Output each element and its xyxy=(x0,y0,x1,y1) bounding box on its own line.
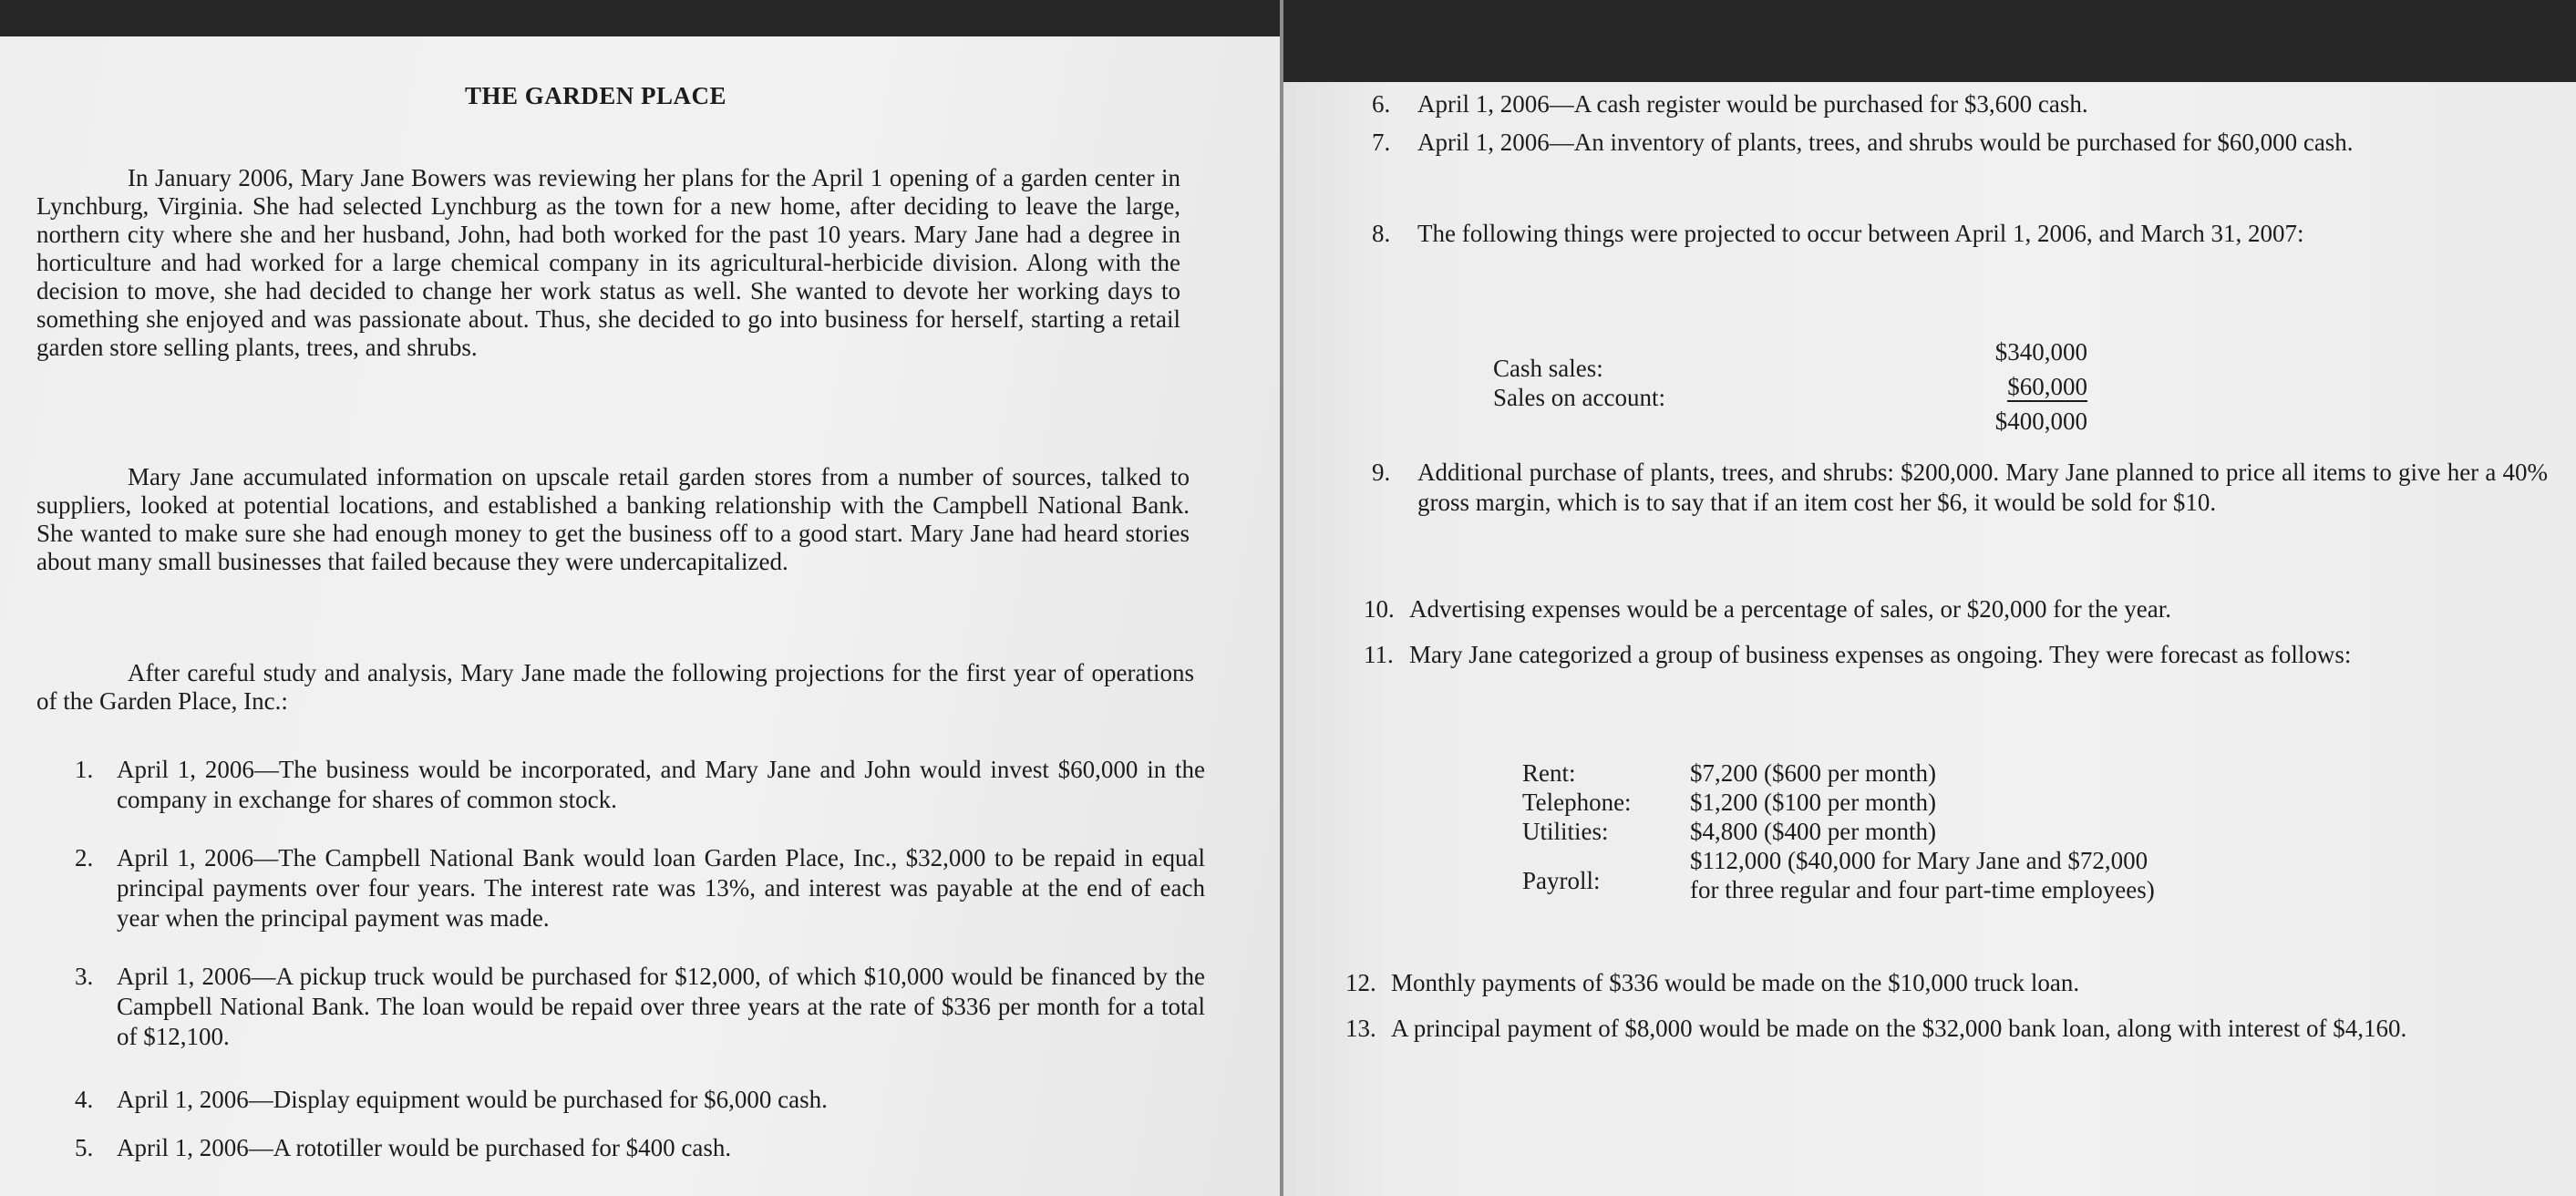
item-text: April 1, 2006—An inventory of plants, trees, and shrubs would be purchased for $60,000 cash. xyxy=(1417,129,2354,156)
item-text: Monthly payments of $336 would be made on the $10,000 truck loan. xyxy=(1391,969,2080,996)
telephone-label: Telephone: xyxy=(1522,789,1632,816)
item-number: 2. xyxy=(75,844,94,871)
list-item xyxy=(1372,89,2548,122)
research-paragraph: Mary Jane accumulated information on upscale retail garden stores from a number of sources, talked to suppliers, looked at potential locations, and established a banking relationship with the Campbell National Bank. She wanted to make sure she had enough money to get the business off to a good start. Mary Jane had heard stories about many small businesses that failed because they were undercapitalized. xyxy=(36,463,1190,575)
item-number: 4. xyxy=(75,1086,94,1113)
item-text: April 1, 2006—The business would be incorporated, and Mary Jane and John would invest $60,000 in the company in exchange for shares of common stock. xyxy=(117,756,1205,813)
cash-sales-value: $340,000 xyxy=(1994,338,2087,366)
sales-on-account-label: Sales on account: xyxy=(1493,384,1665,411)
payroll-value-line1: $112,000 ($40,000 for Mary Jane and $72,000 xyxy=(1690,847,2148,874)
list-item xyxy=(75,1085,1205,1118)
list-item xyxy=(1345,968,2549,1001)
item-text: April 1, 2006—A rototiller would be purchased for $400 cash. xyxy=(117,1134,732,1161)
item-number: 1. xyxy=(75,756,94,783)
intro-paragraph: In January 2006, Mary Jane Bowers was reviewing her plans for the April 1 opening of a garden center in Lynchburg, Virginia. She had selected Lynchburg as the town for a new home, after deciding to leave the large, northern city where she and her husband, John, had both worked for the past 10 years. Mary Jane had a degree in horticulture and had worked for a large chemical company in its agricultural-herbicide division. Along with the decision to move, she had decided to change her work status as well. She wanted to devote her working days to something she enjoyed and was passionate about. Thus, she decided to go into business for herself, starting a retail garden store selling plants, trees, and shrubs. xyxy=(36,164,1180,361)
item-text: Advertising expenses would be a percentage of sales, or $20,000 for the year. xyxy=(1409,595,2171,623)
cash-sales-label: Cash sales: xyxy=(1493,355,1603,382)
item-number: 3. xyxy=(75,963,94,990)
document-title: THE GARDEN PLACE xyxy=(465,82,727,109)
item-number: 9. xyxy=(1372,459,1391,486)
rent-value: $7,200 ($600 per month) xyxy=(1690,759,1936,787)
item-number: 10. xyxy=(1364,595,1395,623)
list-item xyxy=(1345,1014,2549,1077)
total-sales-value: $400,000 xyxy=(1994,407,2087,435)
item-number: 7. xyxy=(1372,129,1391,156)
item-number: 12. xyxy=(1345,969,1376,996)
rent-label: Rent: xyxy=(1522,759,1576,787)
sales-on-account-cell xyxy=(1967,372,2087,401)
left-page xyxy=(0,36,1280,1196)
list-item xyxy=(75,962,1205,1062)
item-number: 8. xyxy=(1372,220,1391,247)
item-text: April 1, 2006—The Campbell National Bank would loan Garden Place, Inc., $32,000 to be repaid in equal principal payments over four years. The interest rate was 13%, and interest was payable at the end of each year when the principal payment was made. xyxy=(117,844,1205,932)
item-number: 13. xyxy=(1345,1015,1376,1042)
telephone-value: $1,200 ($100 per month) xyxy=(1690,789,1936,816)
list-item xyxy=(75,755,1205,819)
utilities-label: Utilities: xyxy=(1522,818,1609,845)
item-text: April 1, 2006—A pickup truck would be purchased for $12,000, of which $10,000 would be financed by the Campbell National Bank. The loan would be repaid over three years at the rate of $336 per month for a total of $12,100. xyxy=(117,963,1205,1050)
list-item xyxy=(1372,219,2548,283)
utilities-value: $4,800 ($400 per month) xyxy=(1690,818,1936,845)
list-item xyxy=(1372,128,2548,191)
item-number: 6. xyxy=(1372,90,1391,118)
payroll-label: Payroll: xyxy=(1522,867,1601,894)
payroll-value-line2: for three regular and four part-time employees) xyxy=(1690,876,2155,903)
projections-intro-paragraph: After careful study and analysis, Mary Jane made the following projections for the first year of operations of the Garden Place, Inc.: xyxy=(36,659,1194,715)
item-text: April 1, 2006—Display equipment would be purchased for $6,000 cash. xyxy=(117,1086,828,1113)
right-page xyxy=(1283,82,2576,1196)
sales-on-account-value: $60,000 xyxy=(2007,373,2087,400)
item-text: Mary Jane categorized a group of business expenses as ongoing. They were forecast as follows: xyxy=(1409,641,2352,668)
item-number: 11. xyxy=(1364,641,1394,668)
list-item xyxy=(1364,640,2549,704)
list-item xyxy=(1372,458,2548,558)
item-text: A principal payment of $8,000 would be made on the $32,000 bank loan, along with interest of $4,160. xyxy=(1391,1015,2407,1042)
item-number: 5. xyxy=(75,1134,94,1161)
list-item xyxy=(1364,594,2549,627)
item-text: Additional purchase of plants, trees, and shrubs: $200,000. Mary Jane planned to price all items to give her a 40% gross margin, which is to say that if an item cost her $6, it would be sold for $10. xyxy=(1417,459,2548,516)
item-text: The following things were projected to occur between April 1, 2006, and March 31, 2007: xyxy=(1417,220,2304,247)
item-text: April 1, 2006—A cash register would be purchased for $3,600 cash. xyxy=(1417,90,2088,118)
list-item xyxy=(75,843,1205,943)
list-item xyxy=(75,1133,1205,1166)
